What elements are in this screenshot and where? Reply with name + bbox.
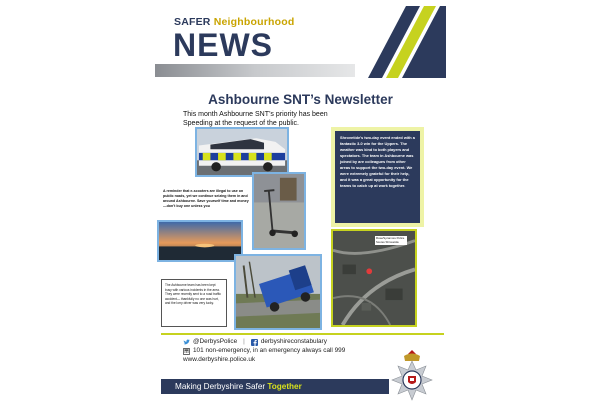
slogan-highlight: Together — [267, 382, 302, 391]
facebook-icon — [251, 339, 258, 346]
map-label: Rose/Sycamore Police Scores Shrovetide — [375, 236, 407, 245]
shrovetide-box — [331, 127, 424, 227]
e-scooter-photo — [252, 172, 306, 250]
sunset-photo — [157, 220, 243, 262]
footer-slogan-bar — [161, 379, 389, 394]
social-row — [183, 338, 345, 347]
twitter-handle[interactable]: @DerbysPolice — [193, 338, 238, 345]
kicker-neighbourhood: Neighbourhood — [213, 16, 295, 28]
police-car-photo — [195, 127, 289, 177]
header-stripes — [340, 6, 446, 78]
website-row — [183, 356, 345, 365]
contact-divider — [161, 333, 444, 335]
map-photo — [331, 229, 417, 327]
shrovetide-text: Shrovetide’s two-day event ended with a fantastic 3-0 win for the Uppers. The weather was kind to both players and spectators. The team in Ashbourne was joined by are colleagues from other areas to support the two-day event. We were extremely grateful for their help, and it was a great opportunity for the teams to catch up at work together. — [335, 131, 420, 223]
slogan-text: Making Derbyshire Safer — [175, 382, 268, 391]
website-link[interactable]: www.derbyshire.police.uk — [183, 355, 256, 363]
header-title: NEWS — [173, 27, 273, 63]
newsletter-page — [155, 6, 446, 404]
phone-text: 101 non-emergency, in an emergency always call 999 — [193, 346, 346, 354]
newsletter-intro: This month Ashbourne SNT’s priority has been Speeding at the request of the public. — [183, 111, 328, 127]
newsletter-title: Ashbourne SNT’s Newsletter — [208, 92, 393, 107]
e-scooter-warning: A reminder that e-scooters are illegal to use on public roads, yet we continue seizing them in and around Ashbourne. Save yourself time and money—don’t buy one unless you — [163, 189, 249, 208]
header-grey-bar — [155, 64, 355, 77]
police-crest-icon — [387, 348, 437, 404]
incident-caption: The Ashbourne team has been kept busy with various incidents in the area. They were recently sent to a road traffic accident— thankfully no one was hurt, and the lorry driver was very lucky. — [161, 279, 227, 327]
phone-row — [183, 347, 345, 356]
social-separator: | — [243, 338, 245, 345]
phone-icon — [183, 348, 190, 355]
contact-block — [183, 338, 345, 364]
twitter-icon — [183, 339, 190, 346]
kicker-safer: SAFER — [174, 16, 214, 28]
lorry-accident-photo — [234, 254, 322, 330]
facebook-handle[interactable]: derbyshireconstabulary — [260, 338, 327, 345]
